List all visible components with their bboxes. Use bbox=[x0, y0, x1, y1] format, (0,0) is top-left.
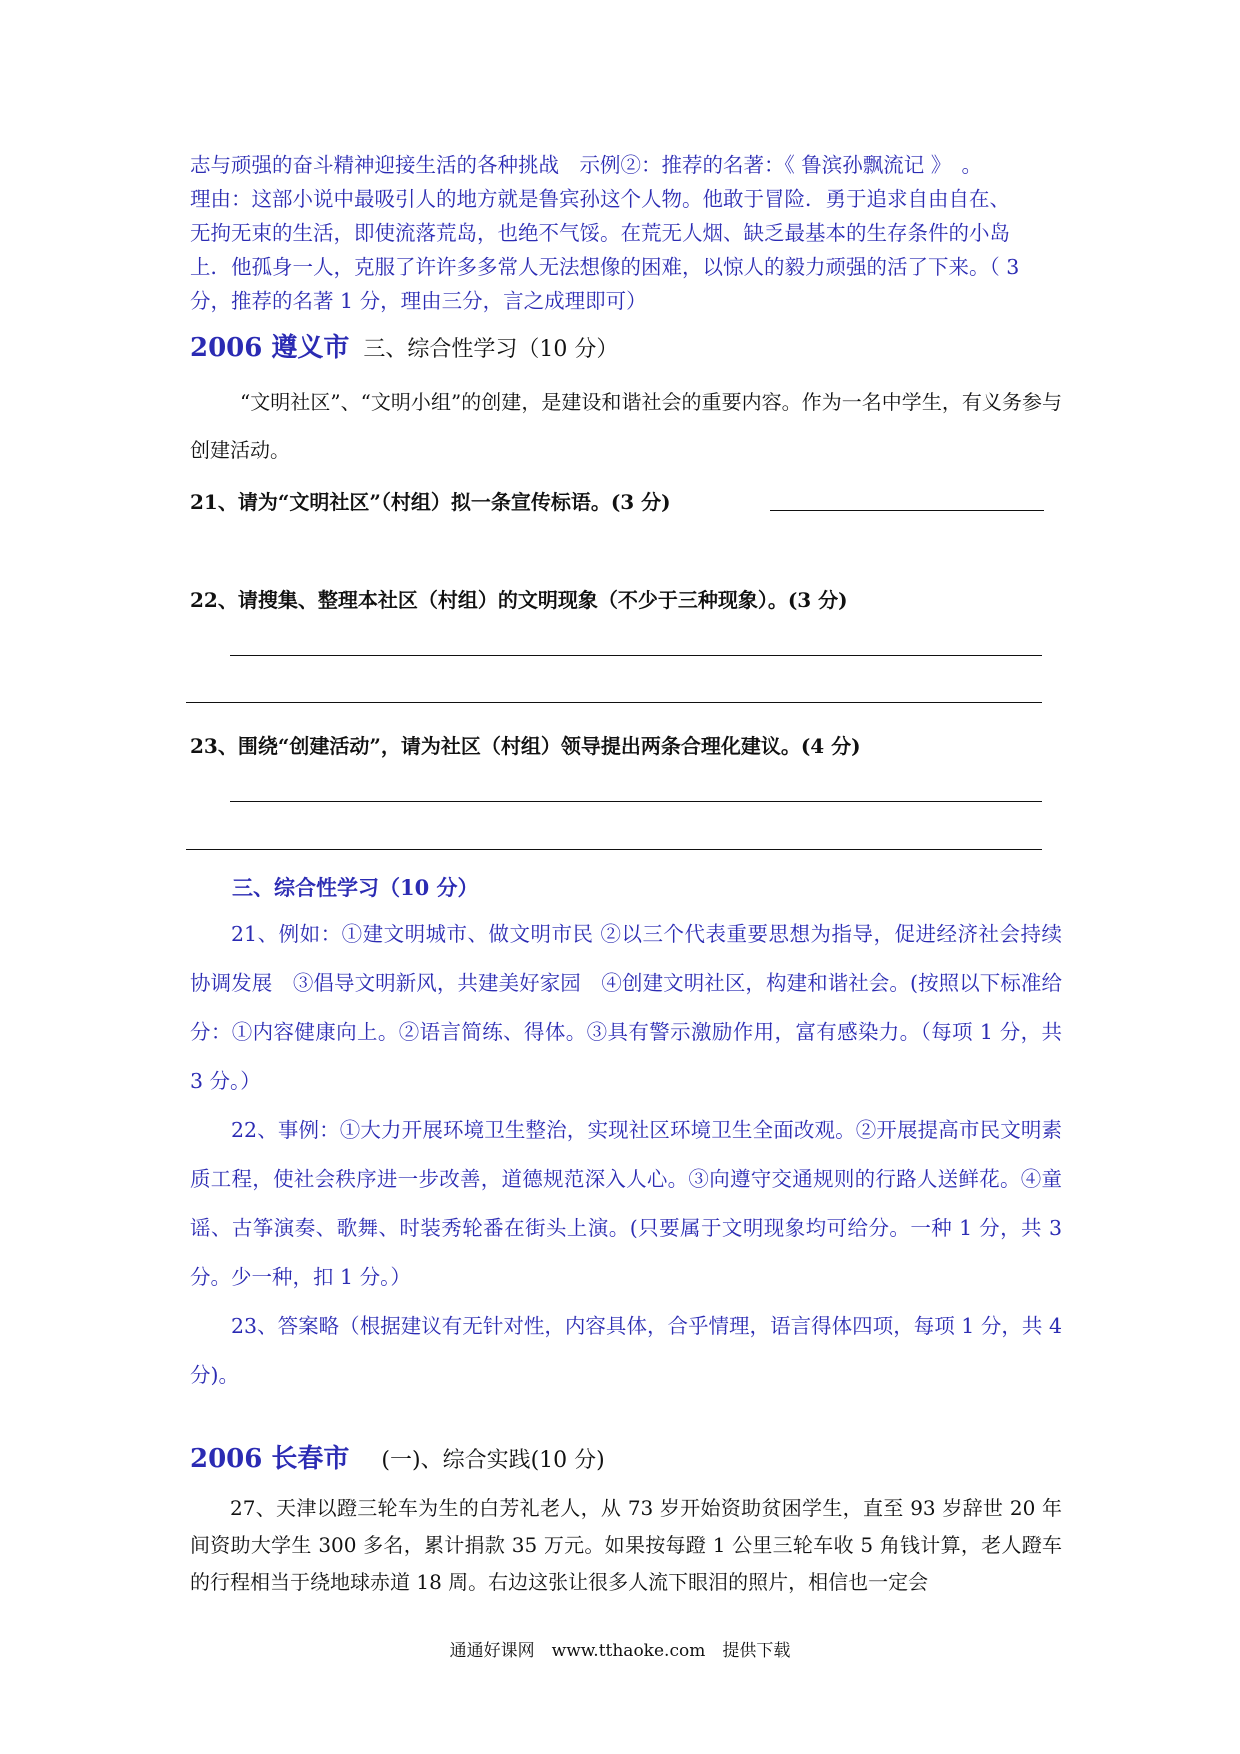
answer-22: 22、事例：①大力开展环境卫生整治，实现社区环境卫生全面改观。②开展提高市民文明素质工程，使社会秩序进一步改善，道德规范深入人心。③向遵守交通规则的行路人送鲜花。④童谣、古筝演奏、歌舞、时装秀轮番在街头上演。(只要属于文明现象均可给分。一种 1 分，共 3 分。少一种，扣 1 分。） bbox=[190, 1118, 1062, 1289]
answer-blank-line bbox=[770, 510, 1044, 511]
answer-line: 志与顽强的奋斗精神迎接生活的各种挑战 示例②：推荐的名著：《 鲁滨孙飘流记 》 。 bbox=[190, 153, 983, 177]
answer-blank-line bbox=[186, 702, 1042, 703]
answer-line: 上．他孤身一人，克服了许许多多常人无法想像的困难，以惊人的毅力顽强的活了下来。（ 3 bbox=[190, 255, 1020, 279]
question-23: 23、围绕“创建活动”，请为社区（村组）领导提出两条合理化建议。(4 分) bbox=[190, 734, 861, 758]
section-location: 2006 遵义市 bbox=[190, 333, 350, 363]
answer-blank-line bbox=[186, 849, 1042, 850]
answer-21: 21、例如：①建文明城市、做文明市民 ②以三个代表重要思想为指导，促进经济社会持续协调发展 ③倡导文明新风，共建美好家园 ④创建文明社区，构建和谐社会。(按照以下标准给分：①内容健康向上。②语言简练、得体。③具有警示激励作用，富有感染力。（每项 1 分，共 3 分。） bbox=[190, 922, 1062, 1093]
question-22: 22、请搜集、整理本社区（村组）的文明现象（不少于三种现象）。(3 分) bbox=[190, 588, 848, 612]
answers-heading: 三、综合性学习（10 分） bbox=[232, 875, 479, 900]
question-21: 21、请为“文明社区”（村组）拟一条宣传标语。(3 分) bbox=[190, 490, 671, 514]
answer-line: 无拘无束的生活，即使流落荒岛，也绝不气馁。在荒无人烟、缺乏最基本的生存条件的小岛 bbox=[190, 221, 1010, 245]
answers-block bbox=[190, 910, 1062, 1400]
answer-block-1 bbox=[190, 148, 1062, 318]
answer-line: 分，推荐的名著 1 分，理由三分，言之成理即可） bbox=[190, 289, 647, 313]
section-location: 2006 长春市 bbox=[190, 1444, 350, 1474]
page-footer: 通通好课网 www.tthaoke.com 提供下载 bbox=[449, 1641, 791, 1661]
section-title: (一)、综合实践(10 分) bbox=[381, 1448, 605, 1473]
answer-blank-line bbox=[230, 655, 1042, 656]
section-heading-zunyi bbox=[190, 328, 1062, 370]
answer-blank-line bbox=[230, 801, 1042, 802]
section-heading-changchun bbox=[190, 1439, 1062, 1481]
answer-line: 理由：这部小说中最吸引人的地方就是鲁宾孙这个人物。他敢于冒险．勇于追求自由自在、 bbox=[190, 187, 1010, 211]
section-intro: “文明社区”、“文明小组”的创建，是建设和谐社会的重要内容。作为一名中学生，有义务参与创建活动。 bbox=[190, 390, 1062, 462]
section-title: 三、综合性学习（10 分） bbox=[363, 337, 619, 362]
answer-23: 23、答案略（根据建议有无针对性，内容具体，合乎情理，语言得体四项，每项 1 分，共 4 分)。 bbox=[190, 1314, 1062, 1387]
question-27: 27、天津以蹬三轮车为生的白芳礼老人，从 73 岁开始资助贫困学生，直至 93 岁辞世 20 年间资助大学生 300 多名，累计捐款 35 万元。如果按每蹬 1 公里三轮车收 5 角钱计算，老人蹬车的行程相当于绕地球赤道 18 周。右边这张让很多人流下眼泪的照片，相信也一定会 bbox=[190, 1496, 1062, 1594]
